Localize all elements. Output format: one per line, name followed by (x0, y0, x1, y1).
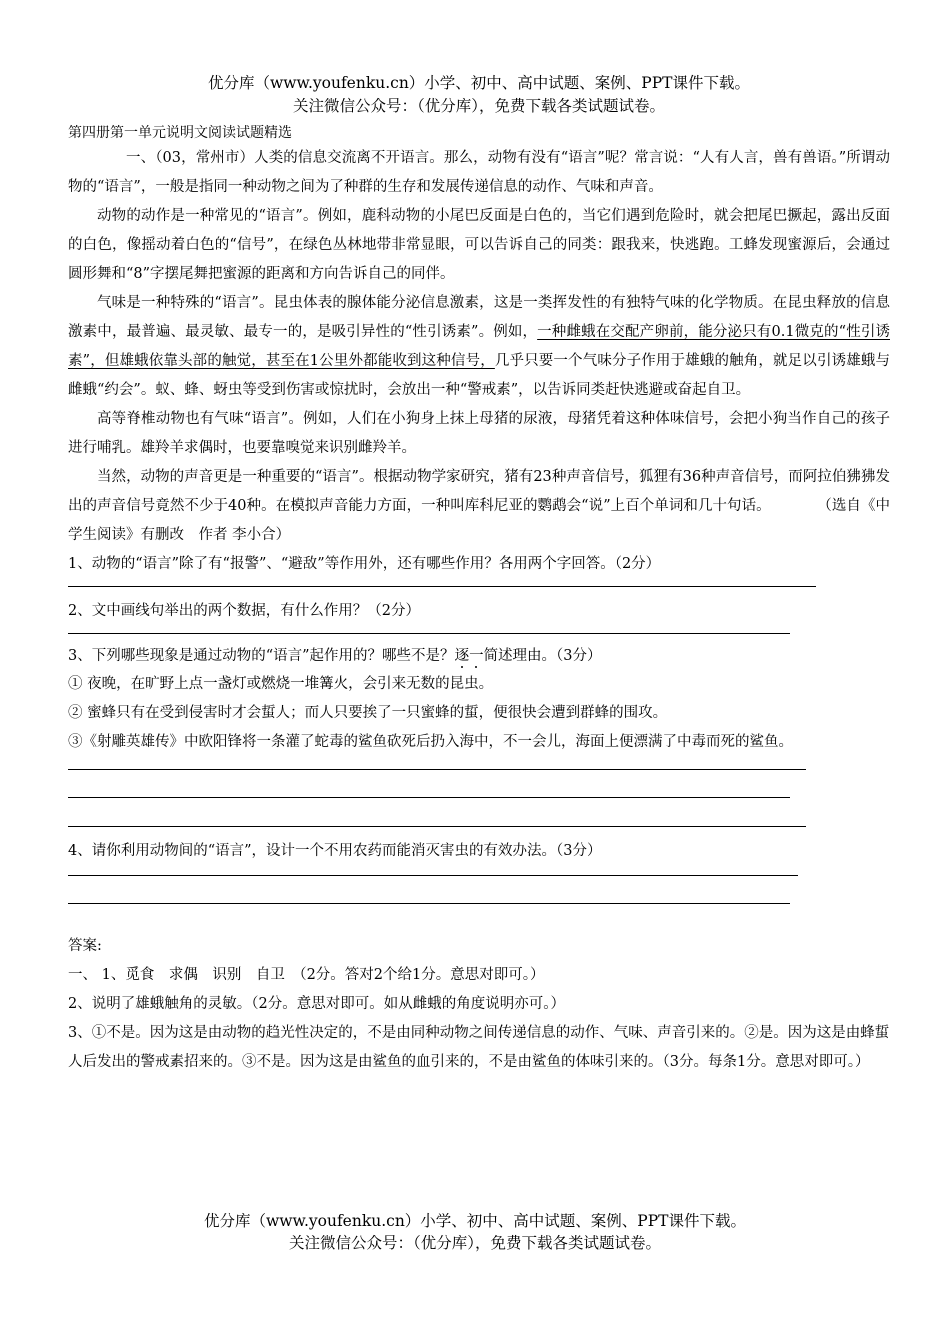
paragraph-3-text-a: 气味是一种特殊的“语言”。昆虫体表的腺体能分泌信息激素，这是一类挥发性的有独特气味的化学物质。在昆虫释放的信息激素中，最普遍、最灵敏、最专一的，是吸引异性的“性引诱素”。例如， (68, 295, 890, 340)
question-4: 4、请你利用动物间的“语言”，设计一个不用农药而能消灭害虫的有效办法。（3分） (68, 843, 602, 859)
passage-paragraph-2: 动物的动作是一种常见的“语言”。例如，鹿科动物的小尾巴反面是白色的，当它们遇到危险时，就会把尾巴撅起，露出反面的白色，像摇动着白色的“信号”，在绿色丛林地带非常显眼，可以告诉自己的同类：跟我来，快逃跑。工蜂发现蜜源后，会通过圆形舞和“8”字摆尾舞把蜜源的距离和方向告诉自己的同伴。 (68, 208, 890, 282)
answer-2: 2、说明了雄蛾触角的灵敏。（2分。意思对即可。如从雌蛾的角度说明亦可。） (68, 996, 565, 1012)
answer-3: 3、①不是。因为这是由动物的趋光性决定的，不是由同种动物之间传递信息的动作、气味、声音引来的。②是。因为这是由蜂蜇人后发出的警戒素招来的。③不是。因为这是由鲨鱼的血引来的，不是由鲨鱼的体味引来的。（3分。每条1分。意思对即可。） (68, 1025, 890, 1070)
passage-paragraph-5 (68, 463, 890, 550)
answer-line-q3[interactable] (68, 769, 806, 770)
question-3: 3、下列哪些现象是通过动物的“语言”起作用的？哪些不是？逐一简述理由。（3分） (68, 648, 602, 664)
question-3-option-2: ② 蜜蜂只有在受到侵害时才会蜇人；而人只要挨了一只蜜蜂的蜇，便很快会遭到群蜂的围攻。 (68, 705, 668, 721)
answer-line-q4[interactable] (68, 875, 798, 876)
passage-paragraph-3 (68, 289, 890, 405)
question-1: 1、动物的“语言”除了有“报警”、“避敌”等作用外，还有哪些作用？各用两个字回答。（2分） (68, 556, 661, 572)
passage-source: （选自《中学生阅读》有删改 作者 李小合） (68, 498, 890, 543)
emphasis-dot-char: 逐 (454, 648, 470, 664)
emphasis-dot-char: 一 (469, 648, 484, 664)
header-line-2: 关注微信公众号：（优分库），免费下载各类试题试卷。 (292, 97, 665, 115)
header-line-1: 优分库（www.youfenku.cn）小学、初中、高中试题、案例、PPT课件下载。 (207, 74, 751, 92)
passage-paragraph-1: 一、（03，常州市）人类的信息交流离不开语言。那么，动物有没有“语言”呢？常言说：“人有人言，兽有兽语。”所谓动物的“语言”，一般是指同一种动物之间为了种群的生存和发展传递信息的动作、气味和声音。 (68, 150, 890, 195)
paragraph-3-text-b: 几乎只要一个气味分子作用于雄蛾的触角，就足以引诱雄蛾与雌蛾“约会”。蚁、蜂、蚜虫等受到伤害或惊扰时，会放出一种“警戒素”，以告诉同类赶快逃避或奋起自卫。 (68, 353, 891, 398)
answer-line-q1[interactable] (68, 586, 816, 587)
answer-line-q2[interactable] (68, 633, 790, 634)
question-3-option-3: ③《射雕英雄传》中欧阳锋将一条灌了蛇毒的鲨鱼砍死后扔入海中，不一会儿，海面上便漂满了中毒而死的鲨鱼。 (68, 734, 793, 750)
answers-label: 答案: (68, 938, 102, 954)
underlined-sentence: 一种雌蛾在交配产卵前，能分泌只有0.1微克的“性引诱素”，但雄蛾依靠头部的触觉，甚至在1公里外都能收到这种信号， (68, 324, 890, 369)
footer (0, 1210, 950, 1254)
answer-line-q3[interactable] (68, 797, 790, 798)
answer-line-q4[interactable] (68, 903, 790, 904)
question-2: 2、文中画线句举出的两个数据，有什么作用？（2分） (68, 603, 420, 619)
answer-line-q3[interactable] (68, 826, 806, 827)
document-page (68, 72, 890, 1077)
question-3-option-1: ① 夜晚，在旷野上点一盏灯或燃烧一堆篝火，会引来无数的昆虫。 (68, 676, 494, 692)
document-title: 第四册第一单元说明文阅读试题精选 (68, 125, 292, 141)
paragraph-5-text: 当然，动物的声音更是一种重要的“语言”。根据动物学家研究，猪有23种声音信号，狐狸有36种声音信号，而阿拉伯狒狒发出的声音信号竟然不少于40种。在模拟声音能力方面，一种叫库科尼亚的鹦鹉会“说”上百个单词和几十句话。 (68, 469, 890, 514)
passage-paragraph-4: 高等脊椎动物也有气味“语言”。例如，人们在小狗身上抹上母猪的尿液，母猪凭着这种体味信号，会把小狗当作自己的孩子进行哺乳。雄羚羊求偶时，也要靠嗅觉来识别雌羚羊。 (68, 411, 890, 456)
answer-1: 一、 1、觅食 求偶 识别 自卫 （2分。答对2个给1分。意思对即可。） (68, 967, 545, 983)
footer-line-1: 优分库（www.youfenku.cn）小学、初中、高中试题、案例、PPT课件下载。 (203, 1212, 747, 1230)
footer-line-2: 关注微信公众号：（优分库），免费下载各类试题试卷。 (288, 1234, 661, 1252)
